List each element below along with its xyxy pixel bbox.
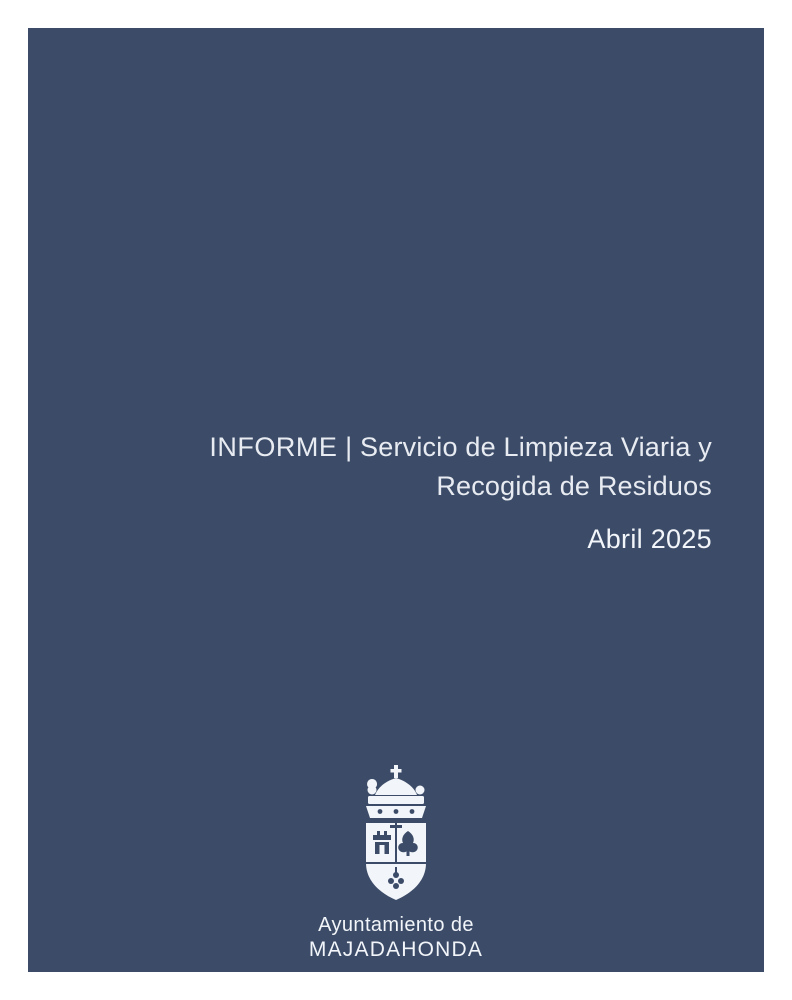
cover-title-block — [88, 428, 712, 559]
logo-line-2: MAJADAHONDA — [308, 938, 484, 961]
title-line-1: Servicio de Limpieza Viaria y — [360, 432, 712, 462]
logo-wordmark — [309, 913, 483, 962]
page-title — [88, 428, 712, 467]
report-cover — [28, 28, 764, 972]
title-prefix: INFORME — [209, 432, 338, 462]
cover-logo — [28, 763, 764, 962]
title-line-2: Recogida de Residuos — [436, 471, 712, 501]
title-separator: | — [345, 432, 353, 462]
majadahonda-coat-of-arms-icon — [342, 763, 450, 903]
cover-subtitle: Abril 2025 — [587, 524, 712, 554]
logo-line-1: Ayuntamiento de — [318, 914, 474, 936]
